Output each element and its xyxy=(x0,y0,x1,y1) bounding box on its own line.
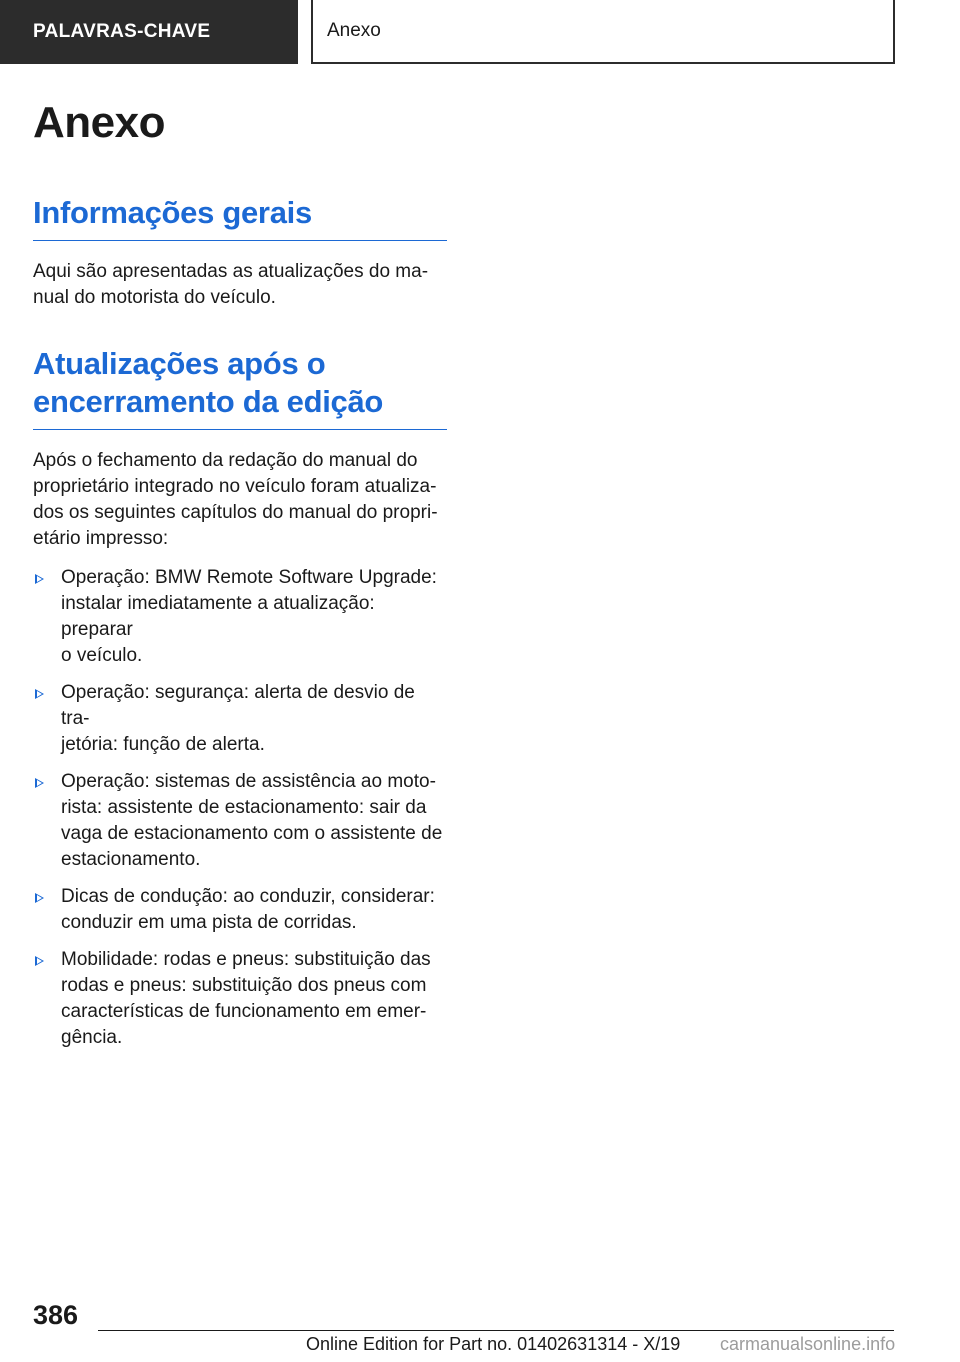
section-heading: Informações gerais xyxy=(33,194,447,241)
list-item xyxy=(33,769,447,873)
section-tab-label: Anexo xyxy=(327,20,381,41)
section-tab[interactable] xyxy=(311,0,895,64)
list-item xyxy=(33,565,447,669)
keyword-tab-label: PALAVRAS-CHAVE xyxy=(33,21,211,42)
section-general-info xyxy=(33,194,447,311)
triangle-bullet-icon xyxy=(35,893,44,903)
footer-divider xyxy=(98,1330,894,1331)
watermark: carmanualsonline.info xyxy=(720,1334,896,1354)
section-heading: Atualizações após o encerramento da edição xyxy=(33,345,447,430)
triangle-bullet-icon xyxy=(35,956,44,966)
list-item-text: Operação: BMW Remote Software Upgrade: instalar imediatamente a atualização: preparar o veículo. xyxy=(61,567,437,666)
list-item xyxy=(33,884,447,936)
page-title: Anexo xyxy=(33,98,165,147)
list-item xyxy=(33,947,447,1051)
keyword-tab[interactable] xyxy=(0,0,298,64)
edition-note: Online Edition for Part no. 01402631314 - X/19 xyxy=(306,1334,681,1354)
page-number: 386 xyxy=(33,1300,79,1330)
triangle-bullet-icon xyxy=(35,778,44,788)
list-item-text: Mobilidade: rodas e pneus: substituição das rodas e pneus: substituição dos pneus com características de funcionamento em emer- gência. xyxy=(61,949,431,1048)
list-item-text: Dicas de condução: ao conduzir, considerar: conduzir em uma pista de corridas. xyxy=(61,886,435,933)
triangle-bullet-icon xyxy=(35,574,44,584)
chapter-list xyxy=(33,565,447,1051)
list-item-text: Operação: sistemas de assistência ao moto- rista: assistente de estacionamento: sair da vaga de estacionamento com o assistente de estacionamento. xyxy=(61,771,443,870)
list-item xyxy=(33,680,447,758)
section-updates xyxy=(33,345,447,1062)
list-item-text: Operação: segurança: alerta de desvio de tra- jetória: função de alerta. xyxy=(61,682,415,755)
section-paragraph: Aqui são apresentadas as atualizações do ma- nual do motorista do veículo. xyxy=(33,261,429,308)
triangle-bullet-icon xyxy=(35,689,44,699)
section-paragraph: Após o fechamento da redação do manual do proprietário integrado no veículo foram atualiza- dos os seguintes capítulos do manual do propri- etário impresso: xyxy=(33,450,438,549)
